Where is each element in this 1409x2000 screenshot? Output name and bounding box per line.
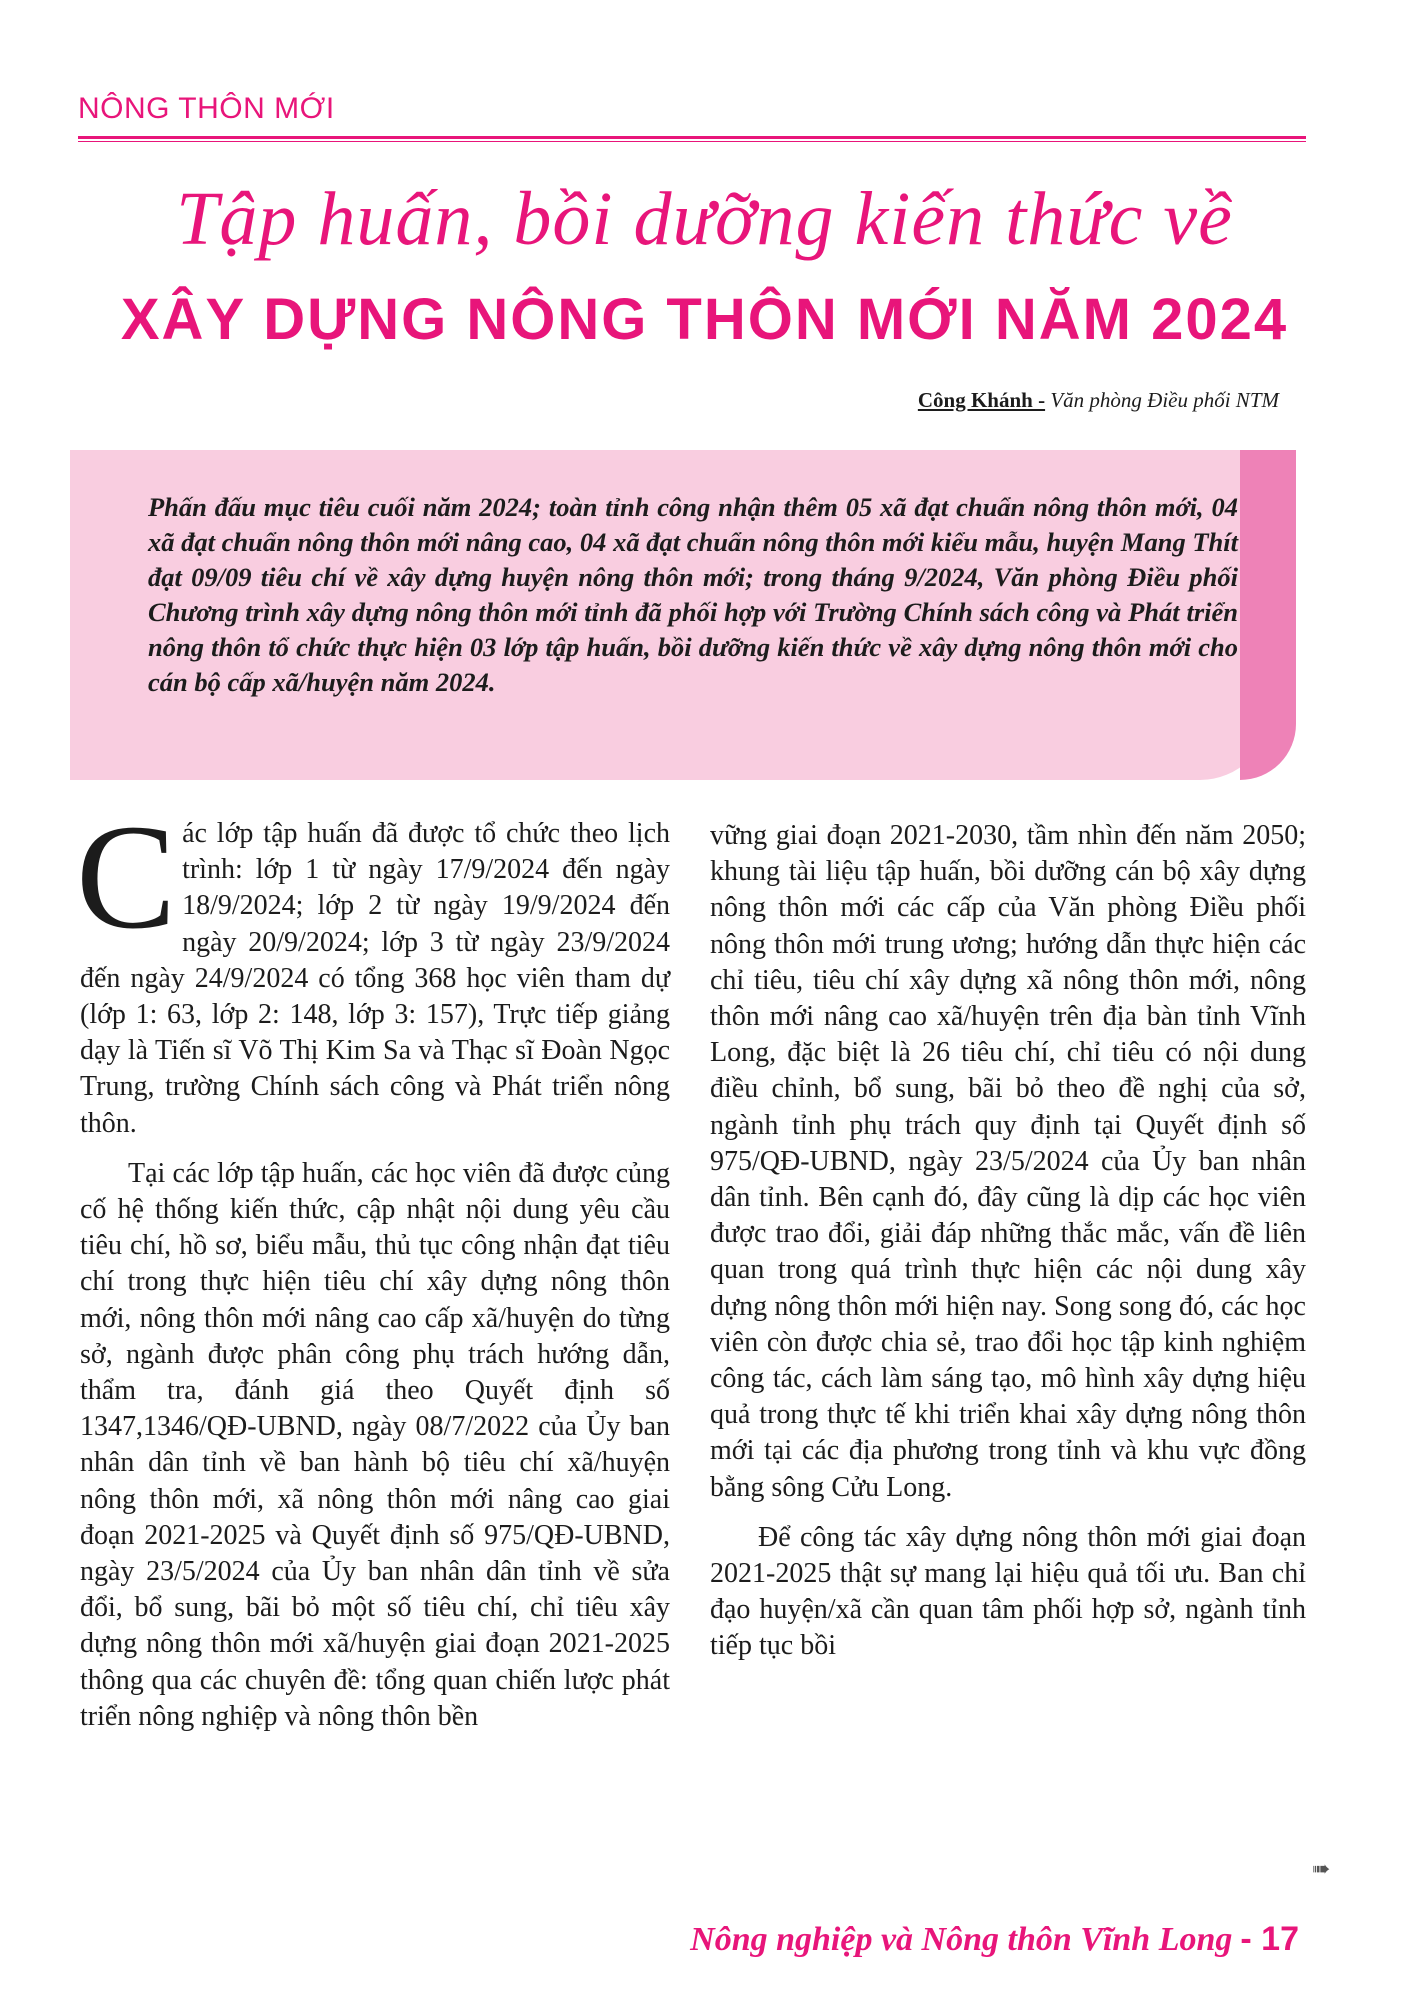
section-label: NÔNG THÔN MỚI — [78, 92, 335, 125]
body-column-left — [76, 794, 670, 1735]
header-rule — [78, 136, 1306, 139]
article-title-line2: XÂY DỰNG NÔNG THÔN MỚI NĂM 2024 — [120, 287, 1289, 352]
sapo-text: Phấn đấu mục tiêu cuối năm 2024; toàn tỉnh công nhận thêm 05 xã đạt chuẩn nông thôn mới, 04 xã đạt chuẩn nông thôn mới nâng cao, 04 xã đạt chuẩn nông thôn mới kiểu mẫu, huyện Mang Thít đạt 09/09 tiêu chí về xây dựng huyện nông thôn mới; trong tháng 9/2024, Văn phòng Điều phối Chương trình xây dựng nông thôn mới tỉnh đã phối hợp với Trường Chính sách công và Phát triển nông thôn tổ chức thực hiện 03 lớp tập huấn, bồi dưỡng kiến thức về xây dựng nông thôn mới cho cán bộ cấp xã/huyện năm 2024. — [148, 492, 1238, 697]
article-title-line1: Tập huấn, bồi dưỡng kiến thức về — [176, 177, 1233, 261]
header-rule-thin — [78, 141, 1306, 142]
page-footer — [690, 1920, 1299, 1959]
publication-name: Nông nghiệp và Nông thôn Vĩnh Long — [690, 1921, 1233, 1958]
paragraph-1 — [76, 794, 670, 1142]
page-number: - 17 — [1240, 1920, 1299, 1958]
paragraph-3: Để công tác xây dựng nông thôn mới giai đoạn 2021-2025 thật sự mang lại hiệu quả tối ưu. Ban chỉ đạo huyện/xã cần quan tâm phối hợp sở, ngành tỉnh tiếp tục bồi — [710, 1521, 1306, 1662]
sapo-accent-stripe — [1240, 450, 1296, 780]
paragraph-2-continued: vững giai đoạn 2021-2030, tầm nhìn đến năm 2050; khung tài liệu tập huấn, bồi dưỡng cán bộ xây dựng nông thôn mới các cấp của Văn phòng Điều phối nông thôn mới trung ương; hướng dẫn thực hiện các chỉ tiêu, tiêu chí xây dựng xã nông thôn mới, nông thôn mới nâng cao xã/huyện trên địa bàn tỉnh Vĩnh Long, đặc biệt là 26 tiêu chí, chỉ tiêu có nội dung điều chỉnh, bổ sung, bãi bỏ theo đề nghị của sở, ngành tỉnh phụ trách quy định tại Quyết định số 975/QĐ-UBND, ngày 23/5/2024 của Ủy ban nhân dân tỉnh. Bên cạnh đó, đây cũng là dịp các học viên được trao đổi, giải đáp những thắc mắc, vấn đề liên quan trong quá trình thực hiện các nội dung xây dựng nông thôn mới hiện nay. Song song đó, các học viên còn được chia sẻ, trao đổi học tập kinh nghiệm công tác, cách làm sáng tạo, mô hình xây dựng hiệu quả trong thực tế khi triển khai xây dựng nông thôn mới tại các địa phương trong tỉnh và khu vực đồng bằng sông Cửu Long. — [710, 820, 1306, 1503]
arrow-right-icon: ➠ — [1312, 1856, 1331, 1881]
paragraph-2: Tại các lớp tập huấn, các học viên đã được củng cố hệ thống kiến thức, cập nhật nội dung yêu cầu tiêu chí, hồ sơ, biểu mẫu, thủ tục công nhận đạt tiêu chí trong thực hiện tiêu chí xây dựng nông thôn mới, nông thôn mới nâng cao cấp xã/huyện do từng sở, ngành được phân công phụ trách hướng dẫn, thẩm tra, đánh giá theo Quyết định số 1347,1346/QĐ-UBND, ngày 08/7/2022 của Ủy ban nhân dân tỉnh về ban hành bộ tiêu chí xã/huyện nông thôn mới, xã nông thôn mới nâng cao giai đoạn 2021-2025 và Quyết định số 975/QĐ-UBND, ngày 23/5/2024 của Ủy ban nhân dân tỉnh về sửa đổi, bổ sung, bãi bỏ một số tiêu chí, chỉ tiêu xây dựng nông thôn mới xã/huyện giai đoạn 2021-2025 thông qua các chuyên đề: tổng quan chiến lược phát triển nông nghiệp và nông thôn bền — [80, 1157, 670, 1732]
body-column-right — [710, 818, 1306, 1665]
author-name: Công Khánh - — [917, 388, 1046, 412]
author-org: Văn phòng Điều phối NTM — [1045, 388, 1279, 412]
paragraph-1-text: ác lớp tập huấn đã được tổ chức theo lịch trình: lớp 1 từ ngày 17/9/2024 đến ngày 18/9/2024; lớp 2 từ ngày 19/9/2024 đến ngày 20/9/2024; lớp 3 từ ngày 23/9/2024 đến ngày 24/9/2024 có tổng 368 học viên tham dự (lớp 1: 63, lớp 2: 148, lớp 3: 157), Trực tiếp giảng dạy là Tiến sĩ Võ Thị Kim Sa và Thạc sĩ Đoàn Ngọc Trung, trường Chính sách công và Phát triển nông thôn. — [80, 818, 670, 1139]
byline — [918, 388, 1279, 413]
drop-cap: C — [76, 794, 177, 960]
